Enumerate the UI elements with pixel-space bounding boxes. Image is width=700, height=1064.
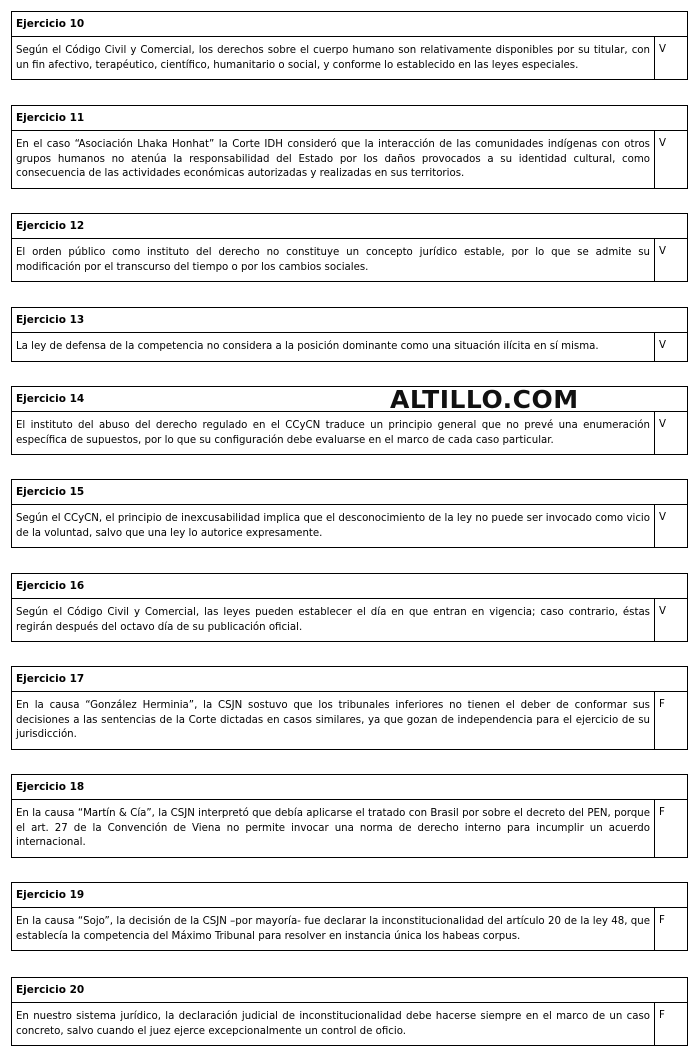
exercise-title: Ejercicio 13 xyxy=(12,308,687,333)
exercise-statement: En nuestro sistema jurídico, la declaración judicial de inconstitucionalidad debe hacerse siempre en el marco de un caso concreto, salvo cuando el juez ejerce excepcionalmente un control de oficio. xyxy=(12,1003,655,1045)
exercise-title: Ejercicio 18 xyxy=(12,775,687,800)
exercise-20 xyxy=(11,977,688,1046)
exercise-answer: V xyxy=(659,512,666,523)
exercise-title: Ejercicio 11 xyxy=(12,106,687,131)
exercise-10 xyxy=(11,11,688,80)
watermark-logo: ALTILLO.COM xyxy=(390,385,579,414)
exercise-statement: Según el Código Civil y Comercial, las leyes pueden establecer el día en que entran en vigencia; caso contrario, éstas regirán después del octavo día de su publicación oficial. xyxy=(12,599,655,641)
exercise-answer: V xyxy=(659,340,666,351)
exercise-answer: V xyxy=(659,419,666,430)
exercise-title: Ejercicio 10 xyxy=(12,12,687,37)
exercise-title: Ejercicio 16 xyxy=(12,574,687,599)
exercise-statement: La ley de defensa de la competencia no considera a la posición dominante como una situación ilícita en sí misma. xyxy=(12,333,655,361)
exercise-19 xyxy=(11,882,688,951)
exercise-title: Ejercicio 14 xyxy=(12,387,687,412)
exercise-13 xyxy=(11,307,688,362)
exercise-title: Ejercicio 15 xyxy=(12,480,687,505)
exercise-answer: F xyxy=(659,699,665,710)
exercise-statement: En la causa “González Herminia”, la CSJN sostuvo que los tribunales inferiores no tienen el deber de conformar sus decisiones a las sentencias de la Corte dictadas en casos similares, ya que gozan de independencia para el ejercicio de su jurisdicción. xyxy=(12,692,655,749)
exercise-answer: F xyxy=(659,1010,665,1021)
exercise-11 xyxy=(11,105,688,189)
exercise-16 xyxy=(11,573,688,642)
exercise-statement: En el caso “Asociación Lhaka Honhat” la Corte IDH consideró que la interacción de las comunidades indígenas con otros grupos humanos no atenúa la responsabilidad del Estado por los daños provocados a su identidad cultural, como consecuencia de las actividades económicas autorizadas y realizadas en sus territorios. xyxy=(12,131,655,188)
exercise-title: Ejercicio 19 xyxy=(12,883,687,908)
exercise-answer: V xyxy=(659,138,666,149)
exercise-statement: El orden público como instituto del derecho no constituye un concepto jurídico estable, por lo que se admite su modificación por el transcurso del tiempo o por los cambios sociales. xyxy=(12,239,655,281)
exercise-17 xyxy=(11,666,688,750)
exercise-statement: El instituto del abuso del derecho regulado en el CCyCN traduce un principio general que no prevé una enumeración específica de supuestos, por lo que su configuración debe evaluarse en el marco de cada caso particular. xyxy=(12,412,655,454)
exercise-title: Ejercicio 20 xyxy=(12,978,687,1003)
exercise-answer: V xyxy=(659,44,666,55)
exercise-18 xyxy=(11,774,688,858)
exercise-title: Ejercicio 12 xyxy=(12,214,687,239)
exercise-answer: F xyxy=(659,807,665,818)
exercise-statement: En la causa “Martín & Cía”, la CSJN interpretó que debía aplicarse el tratado con Brasil por sobre el decreto del PEN, porque el art. 27 de la Convención de Viena no permite invocar una norma de derecho interno para incumplir un acuerdo internacional. xyxy=(12,800,655,857)
exercise-statement: Según el Código Civil y Comercial, los derechos sobre el cuerpo humano son relativamente disponibles por su titular, con un fin afectivo, terapéutico, científico, humanitario o social, y conforme lo establecido en las leyes especiales. xyxy=(12,37,655,79)
exercise-title: Ejercicio 17 xyxy=(12,667,687,692)
exercise-statement: Según el CCyCN, el principio de inexcusabilidad implica que el desconocimiento de la ley no puede ser invocado como vicio de la voluntad, salvo que una ley lo autorice expresamente. xyxy=(12,505,655,547)
exercise-statement: En la causa “Sojo”, la decisión de la CSJN –por mayoría- fue declarar la inconstitucionalidad del artículo 20 de la ley 48, que establecía la competencia del Máximo Tribunal para resolver en instancia única los habeas corpus. xyxy=(12,908,655,950)
exercise-answer: V xyxy=(659,606,666,617)
exercise-answer: F xyxy=(659,915,665,926)
exercise-14 xyxy=(11,386,688,455)
exercise-answer: V xyxy=(659,246,666,257)
exercise-12 xyxy=(11,213,688,282)
exercise-15 xyxy=(11,479,688,548)
